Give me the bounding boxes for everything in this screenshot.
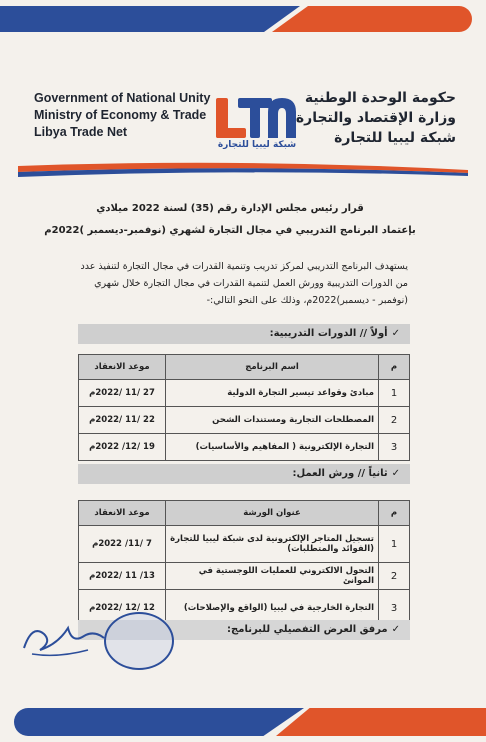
en-line-tradenet: Libya Trade Net	[34, 125, 128, 139]
row-program: المصطلحات التجارية ومستندات الشحن	[166, 407, 379, 434]
official-seal-icon	[104, 612, 174, 670]
check-icon: ✓	[391, 468, 400, 479]
col-program-name: اسم البرنامج	[166, 355, 379, 380]
row-number: 3	[379, 434, 410, 461]
table-header-row	[79, 355, 410, 380]
row-date: 7 /11/ 2022م	[79, 526, 166, 563]
training-courses-table	[78, 354, 410, 461]
bottom-color-band	[0, 698, 486, 742]
row-date: 19 /12/ 2022م	[79, 434, 166, 461]
row-program: التجارة الخارجية في ليبيا (الواقع والإصلاحات)	[166, 590, 379, 627]
table-row	[79, 407, 410, 434]
top-color-band	[0, 0, 486, 44]
section-training-courses-heading	[78, 324, 410, 344]
ar-line-government: حكومة الوحدة الوطنية	[304, 90, 456, 106]
header-divider-swoosh	[18, 160, 468, 178]
decision-intro: يستهدف البرنامج التدريبي لمركز تدريب وتنمية القدرات في مجال التجارة لتنفيذ عدد من الدورات التدريبية وورش العمل لتنمية القدرات في مجال التجارة خلال شهري (نوفمبر - ديسمبر)2022م، وذلك على النحو التالي:-	[80, 261, 408, 306]
ar-line-tradenet: شبكة ليبيا للتجارة	[334, 130, 456, 146]
table-row	[79, 526, 410, 563]
logo-caption: شبكة ليبيا للتجارة	[217, 140, 297, 150]
row-date: 27 /11 /2022م	[79, 380, 166, 407]
col-workshop-title: عنوان الورشة	[166, 501, 379, 526]
top-band-orange	[272, 6, 472, 32]
section2-heading-text: ثانياً // ورش العمل:	[292, 468, 388, 479]
row-number: 2	[379, 563, 410, 590]
table-row	[79, 563, 410, 590]
row-program: مبادئ وقواعد تيسير التجارة الدولية	[166, 380, 379, 407]
row-date: 22 /11 /2022م	[79, 407, 166, 434]
row-program: تسجيل المتاجر الإلكترونية لدى شبكة ليبيا للتجارة (الفوائد والمتطلبات)	[166, 526, 379, 563]
bottom-band-orange	[276, 708, 486, 736]
col-number: م	[379, 501, 410, 526]
ar-line-ministry: وزارة الإقتصاد والتجارة	[295, 110, 456, 126]
section-workshops-heading	[78, 464, 410, 484]
section1-heading-text: أولاً // الدورات التدريبية:	[269, 328, 388, 339]
top-band-blue	[0, 6, 300, 32]
section3-heading-text: مرفق العرض التفصيلي للبرنامج:	[227, 624, 388, 635]
en-line-government: Government of National Unity	[34, 91, 211, 105]
col-date: موعد الانعقاد	[79, 355, 166, 380]
english-letterhead	[34, 90, 210, 141]
col-number: م	[379, 355, 410, 380]
table-header-row	[79, 501, 410, 526]
table-row	[79, 434, 410, 461]
row-number: 1	[379, 526, 410, 563]
row-date: 13/ 11 /2022م	[79, 563, 166, 590]
col-date: موعد الانعقاد	[79, 501, 166, 526]
bottom-band-blue	[14, 708, 304, 736]
en-line-ministry: Ministry of Economy & Trade	[34, 108, 207, 122]
workshops-table	[78, 500, 410, 627]
row-number: 3	[379, 590, 410, 627]
signature-icon	[18, 614, 110, 662]
check-icon: ✓	[391, 624, 400, 635]
row-program: التجارة الإلكترونية ( المفاهيم والأساسيات)	[166, 434, 379, 461]
check-icon: ✓	[391, 328, 400, 339]
decision-title: قرار رئيس مجلس الإدارة رقم (35) لسنة 2022 ميلادي	[96, 203, 364, 214]
row-program: التحول الالكتروني للعمليات اللوجستية في الموانئ	[166, 563, 379, 590]
table-row	[79, 380, 410, 407]
row-number: 2	[379, 407, 410, 434]
row-date: 12 /12 /2022م	[79, 590, 166, 627]
arabic-letterhead	[296, 88, 456, 148]
row-number: 1	[379, 380, 410, 407]
decision-subtitle: بإعتماد البرنامج التدريبي في مجال التجارة لشهري (نوفمبر-ديسمبر )2022م	[44, 225, 416, 236]
